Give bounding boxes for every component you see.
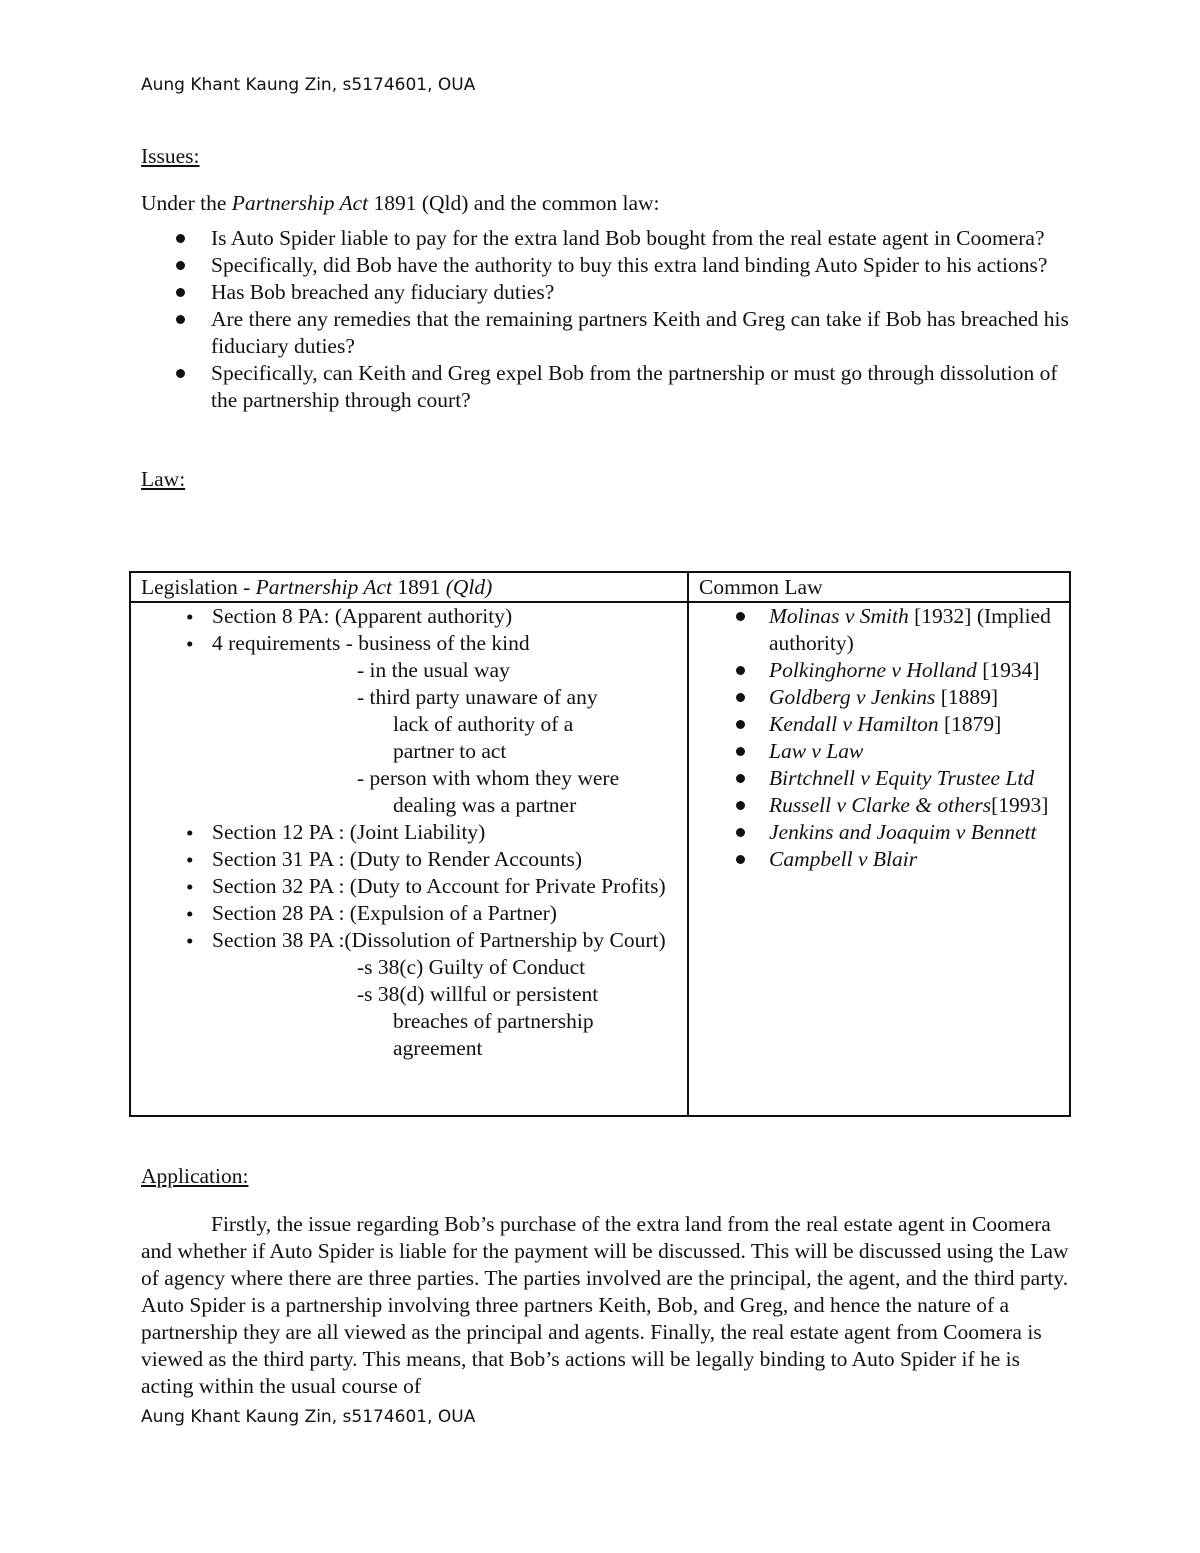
bullet-icon — [176, 234, 185, 243]
list-item — [141, 252, 1071, 279]
bullet-icon — [176, 369, 185, 378]
requirement-line: - third party unaware of any — [357, 685, 598, 709]
issues-heading: Issues: — [141, 144, 200, 168]
bullet-icon — [736, 801, 745, 810]
case-citation: [1879] — [938, 712, 1002, 736]
page-footer: Aung Khant Kaung Zin, s5174601, OUA — [141, 1407, 476, 1427]
header-text: Legislation - — [141, 575, 256, 599]
header-act-name: Partnership Act — [255, 575, 392, 599]
list-item — [699, 792, 1059, 819]
section-12: Section 12 PA : (Joint Liability) — [212, 820, 486, 844]
legislation-cell — [130, 602, 688, 1116]
case-name: Jenkins and Joaquim v Bennett — [769, 820, 1037, 844]
requirement-line: lack of authority of a — [393, 712, 574, 736]
list-item — [141, 873, 677, 900]
application-heading: Application: — [141, 1164, 249, 1188]
section-28: Section 28 PA : (Expulsion of a Partner) — [212, 901, 557, 925]
application-paragraph: Firstly, the issue regarding Bob’s purchase of the extra land from the real estate agent in Coomera and whether if Auto Spider is liable for the payment will be discussed. This will be discussed using the Law of agency where there are three parties. The parties involved are the principal, the agent, and the third party. Auto Spider is a partnership involving three partners Keith, Bob, and Greg, and hence the nature of a partnership they are all viewed as the principal and agents. Finally, the real estate agent from Coomera is viewed as the third party. This means, that Bob’s actions will be legally binding to Auto Spider if he is acting within the usual course of — [141, 1212, 1069, 1398]
list-item — [699, 603, 1059, 657]
list-item-text: Are there any remedies that the remaining partners Keith and Greg can take if Bob has breached his fiduciary duties? — [211, 307, 1069, 358]
case-name: Birtchnell v Equity Trustee Ltd — [769, 766, 1035, 790]
list-item — [699, 711, 1059, 738]
common-law-cell — [688, 602, 1070, 1116]
legislation-header — [130, 572, 688, 602]
list-item — [141, 225, 1071, 252]
requirement-line: breaches of partnership — [393, 1009, 594, 1033]
law-heading: Law: — [141, 467, 186, 491]
case-name: Campbell v Blair — [769, 847, 918, 871]
list-item — [141, 900, 677, 927]
bullet-icon — [176, 315, 185, 324]
section-38: Section 38 PA :(Dissolution of Partnership by Court) — [212, 928, 666, 952]
list-item — [699, 819, 1059, 846]
application-section — [141, 1163, 1071, 1400]
list-item — [141, 927, 677, 954]
list-item — [141, 360, 1071, 414]
section-32: Section 32 PA : (Duty to Account for Private Profits) — [212, 874, 666, 898]
bullet-icon: • — [186, 605, 194, 629]
header-year: 1891 — [392, 575, 446, 599]
list-item — [699, 765, 1059, 792]
section-31: Section 31 PA : (Duty to Render Accounts) — [212, 847, 583, 871]
case-name: Law v Law — [769, 739, 864, 763]
list-item-text: Is Auto Spider liable to pay for the extra land Bob bought from the real estate agent in Coomera? — [211, 226, 1045, 250]
list-item — [141, 819, 677, 846]
case-name: Russell v Clarke & others — [769, 793, 992, 817]
case-citation: [1889] — [935, 685, 999, 709]
list-item — [141, 279, 1071, 306]
bullet-icon: • — [186, 821, 194, 845]
case-citation: [1934] — [976, 658, 1040, 682]
page-header: Aung Khant Kaung Zin, s5174601, OUA — [141, 75, 476, 95]
case-citation: [1932] (Implied authority) — [769, 604, 1051, 655]
bullet-icon: • — [186, 848, 194, 872]
bullet-icon — [736, 855, 745, 864]
bullet-icon — [176, 261, 185, 270]
header-state: (Qld) — [445, 575, 493, 599]
list-item-text: Specifically, can Keith and Greg expel Bob from the partnership or must go through dissolution of the partnership through court? — [211, 361, 1058, 412]
list-item-text: Has Bob breached any fiduciary duties? — [211, 280, 555, 304]
issues-intro — [141, 190, 1071, 217]
list-item — [699, 684, 1059, 711]
bullet-icon — [736, 774, 745, 783]
requirement-line: partner to act — [393, 739, 507, 763]
list-item — [141, 603, 677, 630]
bullet-icon — [736, 828, 745, 837]
list-item — [699, 846, 1059, 873]
table-row — [130, 602, 1070, 1116]
bullet-icon — [736, 747, 745, 756]
case-name: Polkinghorne v Holland — [769, 658, 977, 682]
bullet-icon: • — [186, 632, 194, 656]
list-item — [699, 657, 1059, 684]
intro-text-end: 1891 (Qld) and the common law: — [368, 191, 660, 215]
requirement-line: dealing was a partner — [393, 793, 577, 817]
requirements: 4 requirements - business of the kind — [212, 631, 530, 655]
list-item — [141, 846, 677, 873]
case-name: Kendall v Hamilton — [769, 712, 939, 736]
case-citation: [1993] — [991, 793, 1049, 817]
requirement-line: -s 38(d) willful or persistent — [357, 982, 599, 1006]
common-law-header: Common Law — [688, 572, 1070, 602]
list-item — [699, 738, 1059, 765]
intro-act-name: Partnership Act — [231, 191, 369, 215]
bullet-icon: • — [186, 875, 194, 899]
case-name: Goldberg v Jenkins — [769, 685, 936, 709]
list-item — [141, 630, 677, 657]
requirement-line: - in the usual way — [357, 658, 510, 682]
issues-list — [141, 225, 1071, 414]
issues-section — [141, 143, 1071, 499]
bullet-icon: • — [186, 902, 194, 926]
case-name: Molinas v Smith — [769, 604, 909, 628]
section-8: Section 8 PA: (Apparent authority) — [212, 604, 513, 628]
intro-text: Under the — [141, 191, 232, 215]
requirement-line: -s 38(c) Guilty of Conduct — [357, 955, 586, 979]
bullet-icon — [736, 693, 745, 702]
requirement-line: agreement — [393, 1036, 483, 1060]
law-table — [129, 571, 1071, 1117]
list-item — [141, 306, 1071, 360]
table-header-row — [130, 572, 1070, 602]
bullet-icon — [176, 288, 185, 297]
bullet-icon — [736, 612, 745, 621]
bullet-icon — [736, 666, 745, 675]
requirement-line: - person with whom they were — [357, 766, 620, 790]
bullet-icon — [736, 720, 745, 729]
list-item-text: Specifically, did Bob have the authority to buy this extra land binding Auto Spider to his actions? — [211, 253, 1048, 277]
bullet-icon: • — [186, 929, 194, 953]
